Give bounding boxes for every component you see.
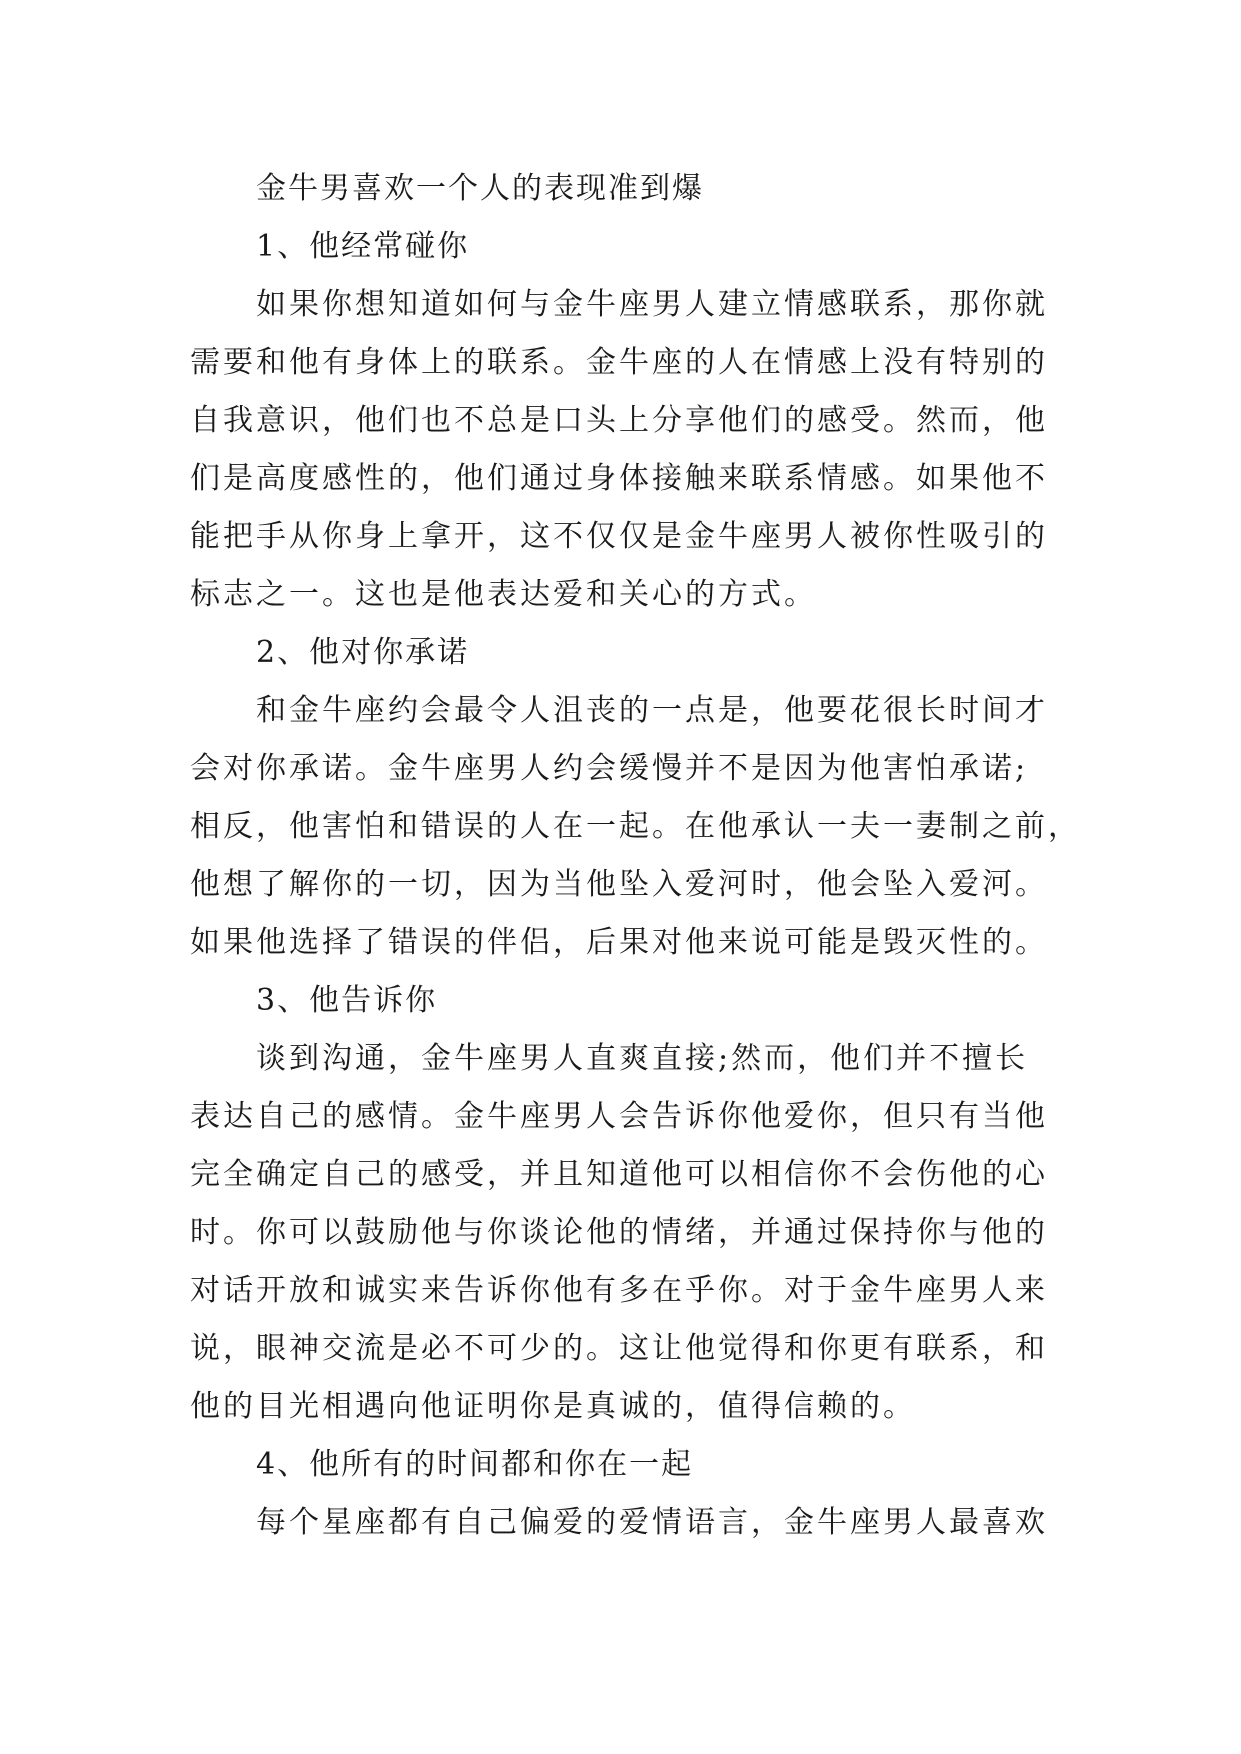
section-heading-3: 3、他告诉你 — [256, 983, 438, 1018]
paragraph-line: 相反，他害怕和错误的人在一起。在他承认一夫一妻制之前， — [190, 809, 1081, 844]
paragraph-line: 和金牛座约会最令人沮丧的一点是，他要花很长时间才 — [256, 693, 1048, 728]
document-page — [190, 160, 1081, 1552]
section-heading-4: 4、他所有的时间都和你在一起 — [256, 1447, 694, 1482]
paragraph-line: 谈到沟通，金牛座男人直爽直接;然而，他们并不擅长 — [256, 1041, 1029, 1076]
paragraph-line: 们是高度感性的，他们通过身体接触来联系情感。如果他不 — [190, 461, 1048, 496]
paragraph-line: 每个星座都有自己偏爱的爱情语言，金牛座男人最喜欢 — [256, 1505, 1048, 1540]
paragraph-line: 自我意识，他们也不总是口头上分享他们的感受。然而，他 — [190, 403, 1048, 438]
document-title: 金牛男喜欢一个人的表现准到爆 — [256, 171, 704, 206]
paragraph-line: 对话开放和诚实来告诉你他有多在乎你。对于金牛座男人来 — [190, 1273, 1048, 1308]
paragraph-line: 说，眼神交流是必不可少的。这让他觉得和你更有联系，和 — [190, 1331, 1048, 1366]
section-heading-1: 1、他经常碰你 — [256, 229, 470, 264]
paragraph-line: 表达自己的感情。金牛座男人会告诉你他爱你，但只有当他 — [190, 1099, 1048, 1134]
section-heading-2: 2、他对你承诺 — [256, 635, 470, 670]
paragraph-line: 完全确定自己的感受，并且知道他可以相信你不会伤他的心 — [190, 1157, 1048, 1192]
paragraph-line: 他想了解你的一切，因为当他坠入爱河时，他会坠入爱河。 — [190, 867, 1048, 902]
paragraph-line: 标志之一。这也是他表达爱和关心的方式。 — [190, 577, 817, 612]
paragraph-line: 能把手从你身上拿开，这不仅仅是金牛座男人被你性吸引的 — [190, 519, 1048, 554]
paragraph-line: 会对你承诺。金牛座男人约会缓慢并不是因为他害怕承诺; — [190, 751, 1029, 786]
paragraph-line: 时。你可以鼓励他与你谈论他的情绪，并通过保持你与他的 — [190, 1215, 1048, 1250]
paragraph-line: 需要和他有身体上的联系。金牛座的人在情感上没有特别的 — [190, 345, 1048, 380]
paragraph-line: 如果他选择了错误的伴侣，后果对他来说可能是毁灭性的。 — [190, 925, 1048, 960]
paragraph-line: 他的目光相遇向他证明你是真诚的，值得信赖的。 — [190, 1389, 916, 1424]
paragraph-line: 如果你想知道如何与金牛座男人建立情感联系，那你就 — [256, 287, 1048, 322]
